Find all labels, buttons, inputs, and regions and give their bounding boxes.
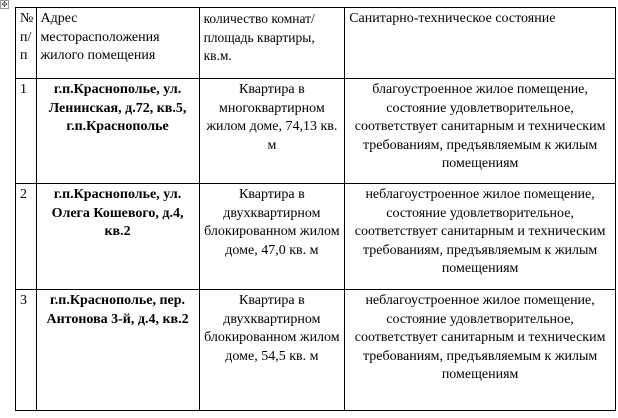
row-rooms-area: Квартира в многоквартирном жилом доме, 74,13 кв. м (199, 79, 345, 184)
header-address: Адрес месторасположения жилого помещения (36, 8, 199, 79)
row-number: 3 (16, 290, 37, 411)
row-number: 1 (16, 79, 37, 184)
housing-table (15, 7, 616, 411)
header-number: № п/п (16, 8, 37, 79)
row-address: г.п.Краснополье, пер. Антонова 3-й, д.4, кв.2 (36, 290, 199, 411)
table-row (16, 184, 616, 290)
row-number: 2 (16, 184, 37, 290)
row-rooms-area: Квартира в двухквартирном блокированном жилом доме, 54,5 кв. м (199, 290, 345, 411)
table-row (16, 290, 616, 411)
row-sanitary-state: благоустроенное жилое помещение, состояние удовлетворительное, соответствует санитарным и техническим требованиям, предъявляемым к жилым помещениям (345, 79, 616, 184)
row-sanitary-state: неблагоустроенное жилое помещение, состояние удовлетворительное, соответствует санитарным и техническим требованиям, предъявляемым к жилым помещениям (345, 184, 616, 290)
row-address: г.п.Краснополье, ул. Олега Кошевого, д.4, кв.2 (36, 184, 199, 290)
header-sanitary-state: Санитарно-техническое состояние (345, 8, 616, 79)
row-rooms-area: Квартира в двухквартирном блокированном жилом доме, 47,0 кв. м (199, 184, 345, 290)
header-rooms-area: количество комнат/ площадь квартиры, кв.м. (199, 8, 345, 79)
row-sanitary-state: неблагоустроенное жилое помещение, состояние удовлетворительное, соответствует санитарным и техническим требованиям, предъявляемым к жилым помещениям (345, 290, 616, 411)
table-row (16, 79, 616, 184)
row-address: г.п.Краснополье, ул. Ленинская, д.72, кв.5, г.п.Краснополье (36, 79, 199, 184)
table-header-row (16, 8, 616, 79)
table-move-handle-icon[interactable]: ✥ (1, 0, 8, 9)
